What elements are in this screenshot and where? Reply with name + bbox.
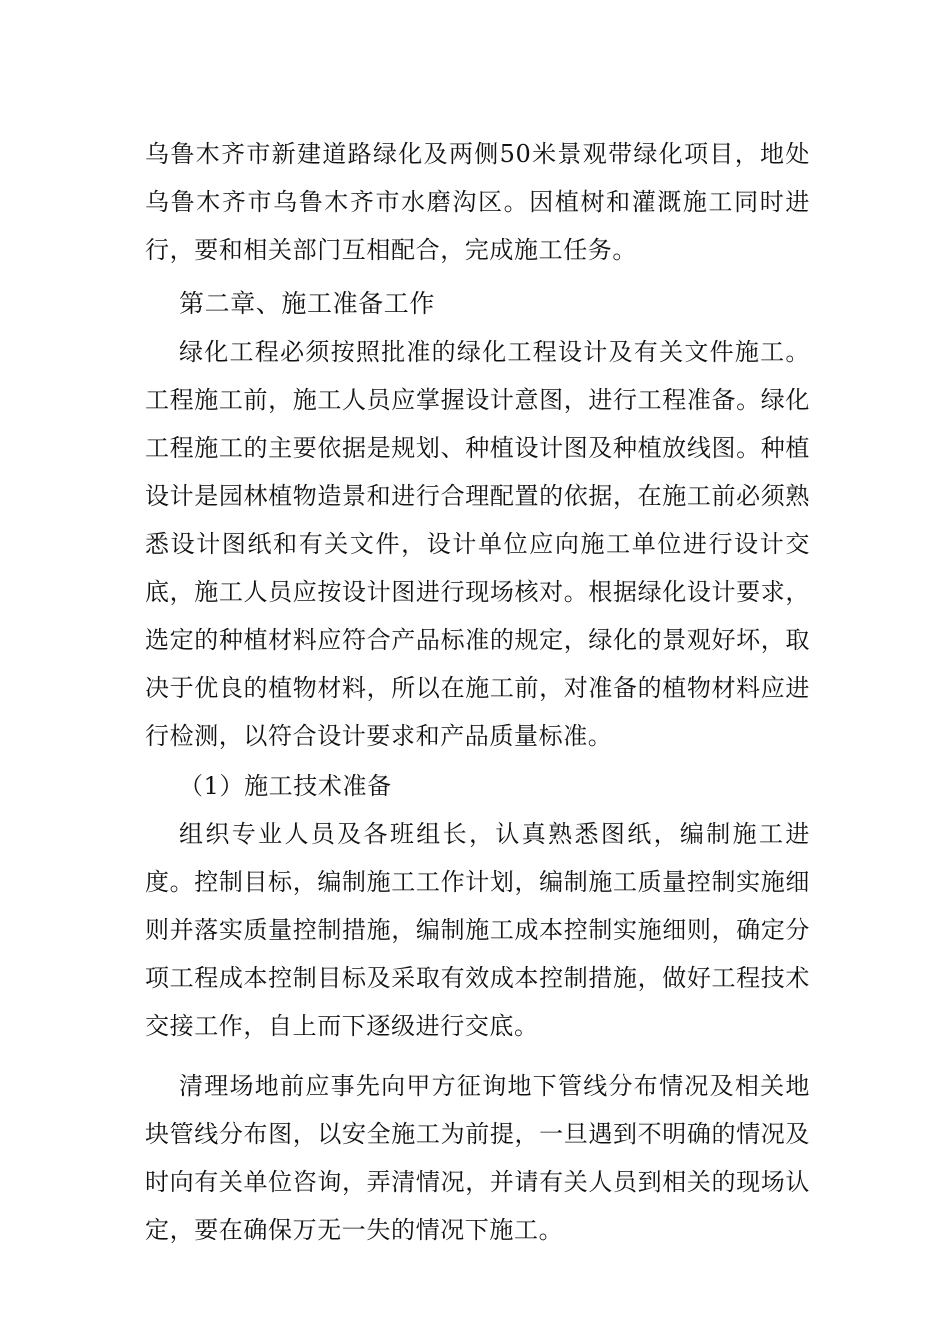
section-heading: （1）施工技术准备 (179, 772, 392, 800)
intro-paragraph: 乌鲁木齐市新建道路绿化及两侧50米景观带绿化项目，地处乌鲁木齐市乌鲁木齐市水磨沟区。因植树和灌溉施工同时进行，要和相关部门互相配合，完成施工任务。 (145, 140, 810, 264)
document-body (145, 130, 810, 1254)
technical-prep-paragraph: 组织专业人员及各班组长，认真熟悉图纸，编制施工进度。控制目标，编制施工工作计划，编制施工质量控制实施细则并落实质量控制措施，编制施工成本控制实施细则，确定分项工程成本控制目标及采取有效成本控制措施，做好工程技术交接工作，自上而下逐级进行交底。 (145, 820, 810, 1040)
site-clearing-paragraph: 清理场地前应事先向甲方征询地下管线分布情况及相关地块管线分布图，以安全施工为前提，一旦遇到不明确的情况及时向有关单位咨询，弄清情况，并请有关人员到相关的现场认定，要在确保万无一失的情况下施工。 (145, 1072, 810, 1244)
chapter-heading: 第二章、施工准备工作 (179, 289, 436, 318)
preparation-paragraph: 绿化工程必须按照批准的绿化工程设计及有关文件施工。工程施工前，施工人员应掌握设计意图，进行工程准备。绿化工程施工的主要依据是规划、种植设计图及种植放线图。种植设计是园林植物造景和进行合理配置的依据，在施工前必须熟悉设计图纸和有关文件，设计单位应向施工单位进行设计交底，施工人员应按设计图进行现场核对。根据绿化设计要求，选定的种植材料应符合产品标准的规定，绿化的景观好坏，取决于优良的植物材料，所以在施工前，对准备的植物材料应进行检测，以符合设计要求和产品质量标准。 (145, 338, 810, 750)
